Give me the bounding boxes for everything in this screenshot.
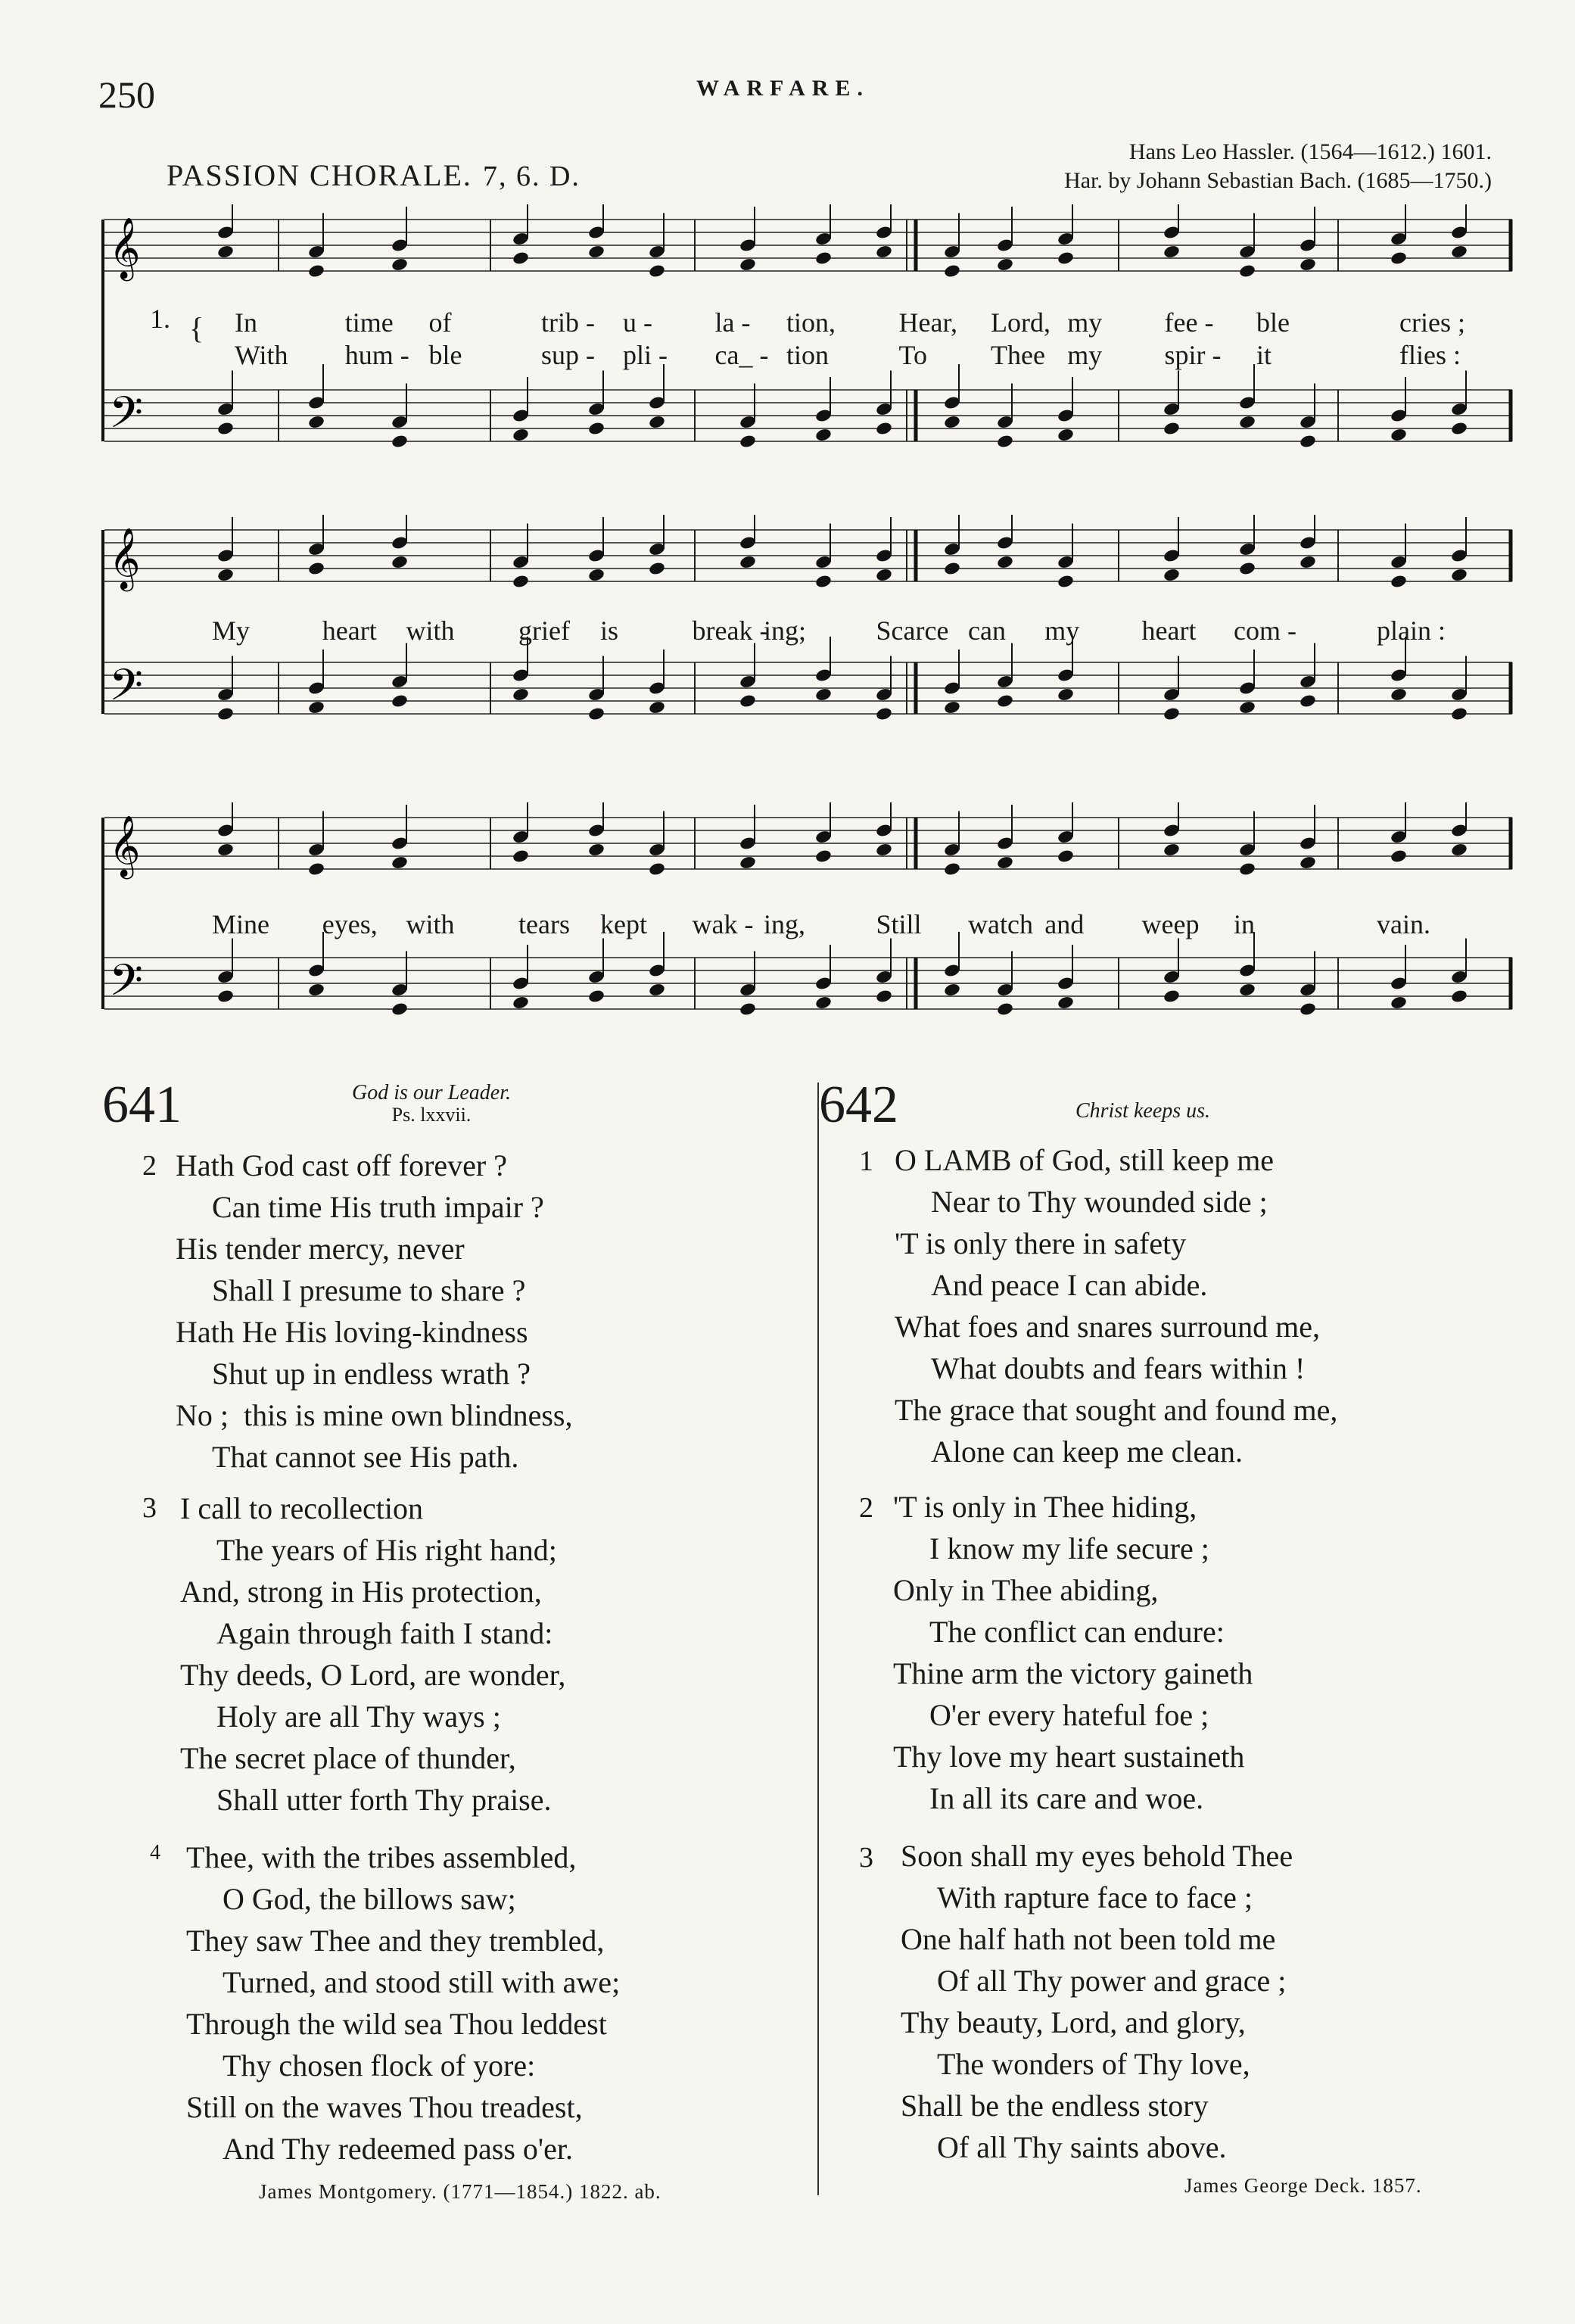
verse-line: One half hath not been told me <box>901 1922 1276 1956</box>
verse-line: Shut up in endless wrath ? <box>212 1357 531 1391</box>
tune-meter: 7, 6. D. <box>482 160 581 192</box>
notehead <box>587 421 605 436</box>
notehead <box>1299 257 1317 273</box>
notehead <box>996 855 1014 871</box>
lyric-syllable: wak - <box>692 909 754 939</box>
verse-line: What foes and snares surround me, <box>895 1310 1321 1344</box>
notehead <box>996 257 1014 273</box>
hymn-641-verse-3-number: 3 <box>142 1492 157 1524</box>
verse-brace: { <box>189 311 204 345</box>
verse-line: Can time His truth impair ? <box>212 1190 544 1224</box>
lyric-syllable: ing; <box>764 615 807 646</box>
lyric-syllable: my <box>1067 340 1103 370</box>
verse-line: They saw Thee and they trembled, <box>186 1924 605 1958</box>
notehead <box>739 434 757 449</box>
lyric-syllable: fee - <box>1164 307 1214 338</box>
verse-line: Thy love my heart sustaineth <box>893 1740 1245 1774</box>
lyric-syllable: in <box>1234 909 1256 939</box>
hymn-642-verse-3-number: 3 <box>859 1842 873 1874</box>
notehead <box>512 995 530 1011</box>
notehead <box>307 263 325 279</box>
notehead <box>307 415 325 430</box>
notehead <box>814 849 833 864</box>
notehead <box>1057 251 1075 266</box>
notehead <box>1299 1002 1317 1017</box>
verse-line: No ; this is mine own blindness, <box>176 1398 573 1432</box>
notehead <box>875 989 893 1004</box>
notehead <box>996 693 1014 709</box>
notehead <box>307 700 325 715</box>
lyric-syllable: ca_ - <box>714 340 769 370</box>
notehead <box>648 700 666 715</box>
notehead <box>943 700 961 715</box>
lyric-syllable: Thee <box>991 340 1045 370</box>
notehead <box>648 415 666 430</box>
lyric-syllable: is <box>600 615 619 646</box>
verse-line: In all its care and woe. <box>929 1781 1204 1815</box>
verse-line: Holy are all Thy ways ; <box>216 1699 501 1734</box>
notehead <box>1450 421 1468 436</box>
verse-line: Still on the waves Thou treadest, <box>186 2090 583 2124</box>
lyric-syllable: flies : <box>1399 340 1461 370</box>
notehead <box>587 989 605 1004</box>
lyric-syllable: To <box>898 340 927 370</box>
hymn-642-verse-2 <box>893 1486 1253 1819</box>
notehead <box>587 843 605 858</box>
notehead <box>1163 245 1181 260</box>
treble-clef: 𝄞 <box>109 815 141 877</box>
notehead <box>512 849 530 864</box>
lyric-syllable: trib - <box>541 307 595 338</box>
notehead <box>216 245 235 260</box>
verse-line: Hath God cast off forever ? <box>176 1148 507 1182</box>
verse-line: Thy beauty, Lord, and glory, <box>901 2005 1246 2039</box>
verse-line: His tender mercy, never <box>176 1232 465 1266</box>
notehead <box>943 983 961 998</box>
notehead <box>1238 415 1256 430</box>
lyric-syllable: can <box>968 615 1006 646</box>
notehead <box>512 687 530 702</box>
notehead <box>1299 555 1317 570</box>
verse-line: Thee, with the tribes assembled, <box>186 1840 577 1874</box>
verse-line: O God, the billows saw; <box>223 1882 516 1916</box>
hymn-642-author: James George Deck. 1857. <box>1184 2174 1422 2197</box>
harmonizer-credit: Har. by Johann Sebastian Bach. (1685—1750.) <box>1064 168 1492 193</box>
lyric-syllable: cries ; <box>1399 307 1465 338</box>
notehead <box>216 989 235 1004</box>
music-system-2 <box>97 515 1527 772</box>
notehead <box>391 1002 409 1017</box>
notehead <box>587 568 605 583</box>
hymn-641-author: James Montgomery. (1771—1854.) 1822. ab. <box>259 2180 661 2203</box>
verse-line: The conflict can endure: <box>929 1615 1225 1649</box>
notehead <box>1390 251 1408 266</box>
hymn-641-verse-2 <box>176 1145 572 1478</box>
hymn-642-verse-3 <box>901 1835 1293 2168</box>
lyric-syllable: plain : <box>1377 615 1446 646</box>
lyric-syllable: Lord, <box>991 307 1051 338</box>
notehead <box>216 843 235 858</box>
hymn-641-verse-4 <box>186 1836 620 2170</box>
notehead <box>943 263 961 279</box>
verse-line: O'er every hateful foe ; <box>929 1698 1209 1732</box>
lyric-syllable: grief <box>518 615 570 646</box>
score-staves-2 <box>97 515 1527 772</box>
lyric-syllable: kept <box>600 909 647 939</box>
notehead <box>512 574 530 589</box>
verse-line: Near to Thy wounded side ; <box>931 1185 1268 1219</box>
music-system-1 <box>97 204 1527 492</box>
notehead <box>1450 568 1468 583</box>
verse-line: Turned, and stood still with awe; <box>223 1965 621 1999</box>
notehead <box>1299 434 1317 449</box>
verse-line: The grace that sought and found me, <box>895 1393 1338 1427</box>
lyric-syllable: ble <box>428 340 462 370</box>
notehead <box>814 574 833 589</box>
lyric-syllable: With <box>235 340 288 370</box>
bass-clef: 𝄢 <box>109 387 144 450</box>
notehead <box>1238 561 1256 576</box>
notehead <box>216 568 235 583</box>
lyric-syllable: u - <box>623 307 652 338</box>
notehead <box>391 855 409 871</box>
notehead <box>1299 855 1317 871</box>
notehead <box>587 706 605 721</box>
notehead <box>1057 687 1075 702</box>
notehead <box>875 706 893 721</box>
lyric-syllable: with <box>406 909 455 939</box>
notehead <box>648 983 666 998</box>
notehead <box>391 434 409 449</box>
notehead <box>996 555 1014 570</box>
notehead <box>1390 995 1408 1011</box>
verse-line: Again through faith I stand: <box>216 1616 553 1650</box>
treble-clef: 𝄞 <box>109 217 141 279</box>
notehead <box>587 245 605 260</box>
notehead <box>391 257 409 273</box>
hymn-641-number: 641 <box>102 1076 182 1134</box>
notehead <box>1450 989 1468 1004</box>
lyric-syllable: ing, <box>764 909 806 939</box>
lyric-syllable: with <box>406 615 455 646</box>
notehead <box>307 561 325 576</box>
notehead <box>943 415 961 430</box>
notehead <box>512 428 530 443</box>
tune-title: PASSION CHORALE. <box>167 158 472 192</box>
notehead <box>1057 995 1075 1011</box>
notehead <box>875 421 893 436</box>
lyric-syllable: Mine <box>212 909 269 939</box>
verse-line: Only in Thee abiding, <box>893 1573 1159 1607</box>
verse-line: And Thy redeemed pass o'er. <box>223 2132 574 2166</box>
verse-line: I call to recollection <box>180 1491 423 1525</box>
bass-clef: 𝄢 <box>109 659 144 722</box>
notehead <box>1057 428 1075 443</box>
lyric-syllable: heart <box>322 615 377 646</box>
lyric-syllable: sup - <box>541 340 595 370</box>
notehead <box>1390 428 1408 443</box>
lyric-syllable: In <box>235 307 257 338</box>
notehead <box>943 861 961 877</box>
verse-line: The years of His right hand; <box>216 1533 557 1567</box>
notehead <box>1163 706 1181 721</box>
notehead <box>648 561 666 576</box>
notehead <box>512 251 530 266</box>
lyric-syllable: and <box>1044 909 1085 939</box>
hymn-642-title: Christ keeps us. <box>1075 1099 1211 1123</box>
lyric-syllable: Hear, <box>898 307 958 338</box>
lyric-syllable: vain. <box>1377 909 1430 939</box>
notehead <box>648 263 666 279</box>
lyric-syllable: of <box>428 307 452 338</box>
notehead <box>1390 687 1408 702</box>
hymn-642-verse-1-number: 1 <box>859 1145 873 1177</box>
verse-line: 'T is only in Thee hiding, <box>893 1490 1197 1524</box>
notehead <box>739 693 757 709</box>
verse-line: Shall I presume to share ? <box>212 1273 526 1307</box>
lyric-syllable: tears <box>518 909 570 939</box>
lyric-syllable: ble <box>1256 307 1290 338</box>
lyric-syllable: My <box>212 615 251 646</box>
notehead <box>1390 574 1408 589</box>
verse-line: Shall utter forth Thy praise. <box>216 1783 552 1817</box>
hymn-641-verse-2-number: 2 <box>142 1150 157 1182</box>
notehead <box>814 251 833 266</box>
notehead <box>875 568 893 583</box>
notehead <box>814 687 833 702</box>
treble-clef: 𝄞 <box>109 527 141 590</box>
hymn-641-title: God is our Leader. <box>351 1081 511 1104</box>
lyric-syllable: heart <box>1141 615 1197 646</box>
tune-credits <box>1064 138 1492 195</box>
lyric-syllable: Still <box>876 909 922 939</box>
hymn-641-verse-3 <box>180 1488 565 1821</box>
notehead <box>996 1002 1014 1017</box>
lyric-syllable: hum - <box>344 340 409 370</box>
lyric-syllable: time <box>344 307 394 338</box>
lyric-syllable: Scarce <box>876 615 949 646</box>
notehead <box>1057 574 1075 589</box>
verse-line: Alone can keep me clean. <box>931 1435 1244 1469</box>
verse-line: Thy chosen flock of yore: <box>223 2048 536 2083</box>
tune-name <box>167 157 581 193</box>
notehead <box>1163 568 1181 583</box>
notehead <box>739 555 757 570</box>
notehead <box>1057 849 1075 864</box>
notehead <box>307 983 325 998</box>
lyric-syllable: tion, <box>786 307 836 338</box>
lyric-syllable: it <box>1256 340 1272 370</box>
section-title: WARFARE. <box>696 76 870 101</box>
notehead <box>1450 245 1468 260</box>
lyric-syllable: tion <box>786 340 830 370</box>
lyric-syllable: weep <box>1141 909 1200 939</box>
lyric-syllable: la - <box>714 307 751 338</box>
notehead <box>1238 861 1256 877</box>
verse-line: With rapture face to face ; <box>937 1880 1253 1914</box>
notehead <box>739 1002 757 1017</box>
notehead <box>648 861 666 877</box>
verse-line: And peace I can abide. <box>931 1268 1208 1302</box>
notehead <box>1238 700 1256 715</box>
notehead <box>943 561 961 576</box>
composer-credit: Hans Leo Hassler. (1564—1612.) 1601. <box>1128 139 1492 164</box>
verse-line: Hath He His loving-kindness <box>176 1315 528 1349</box>
verse-line: Shall be the endless story <box>901 2089 1209 2123</box>
bass-clef: 𝄢 <box>109 955 144 1017</box>
notehead <box>391 555 409 570</box>
verse-line: I know my life secure ; <box>929 1531 1209 1565</box>
lyric-syllable: pli - <box>623 340 668 370</box>
notehead <box>739 855 757 871</box>
notehead <box>814 995 833 1011</box>
notehead <box>216 706 235 721</box>
verse-line: Thy deeds, O Lord, are wonder, <box>180 1658 566 1692</box>
notehead <box>1238 983 1256 998</box>
verse-line: Of all Thy saints above. <box>937 2130 1227 2164</box>
stanza-mark: 1. <box>150 304 170 334</box>
verse-line: That cannot see His path. <box>212 1440 519 1474</box>
verse-line: Of all Thy power and grace ; <box>937 1964 1287 1998</box>
notehead <box>216 421 235 436</box>
lyric-syllable: my <box>1067 307 1103 338</box>
verse-line: Through the wild sea Thou leddest <box>186 2007 607 2041</box>
notehead <box>1450 706 1468 721</box>
verse-line: 'T is only there in safety <box>895 1226 1187 1260</box>
notehead <box>1163 843 1181 858</box>
lyric-syllable: watch <box>968 909 1033 939</box>
verse-line: Thine arm the victory gaineth <box>893 1656 1253 1690</box>
hymn-642-number: 642 <box>819 1076 898 1134</box>
page-number: 250 <box>98 73 155 116</box>
notehead <box>1450 843 1468 858</box>
lyric-syllable: my <box>1044 615 1080 646</box>
column-divider <box>817 1083 819 2195</box>
hymn-642-verse-1 <box>895 1139 1337 1472</box>
notehead <box>875 843 893 858</box>
verse-line: And, strong in His protection, <box>180 1575 542 1609</box>
hymn-641-reference: Ps. lxxvii. <box>391 1104 472 1126</box>
verse-line: The wonders of Thy love, <box>937 2047 1250 2081</box>
notehead <box>1163 421 1181 436</box>
notehead <box>1299 693 1317 709</box>
notehead <box>814 428 833 443</box>
notehead <box>391 693 409 709</box>
lyric-syllable: eyes, <box>322 909 378 939</box>
verse-line: O LAMB of God, still keep me <box>895 1143 1275 1177</box>
notehead <box>307 861 325 877</box>
score-staves-3 <box>97 802 1527 1067</box>
notehead <box>1163 989 1181 1004</box>
lyric-syllable: break - <box>692 615 769 646</box>
lyric-syllable: com - <box>1234 615 1296 646</box>
music-system-3 <box>97 802 1527 1067</box>
verse-line: Soon shall my eyes behold Thee <box>901 1839 1293 1873</box>
notehead <box>739 257 757 273</box>
hymn-641-verse-4-number: 4 <box>150 1841 160 1864</box>
verse-line: The secret place of thunder, <box>180 1741 516 1775</box>
notehead <box>996 434 1014 449</box>
notehead <box>1238 263 1256 279</box>
lyric-syllable: spir - <box>1164 340 1222 370</box>
notehead <box>1390 849 1408 864</box>
verse-line: What doubts and fears within ! <box>931 1351 1306 1385</box>
notehead <box>875 245 893 260</box>
hymn-642-verse-2-number: 2 <box>859 1492 873 1524</box>
